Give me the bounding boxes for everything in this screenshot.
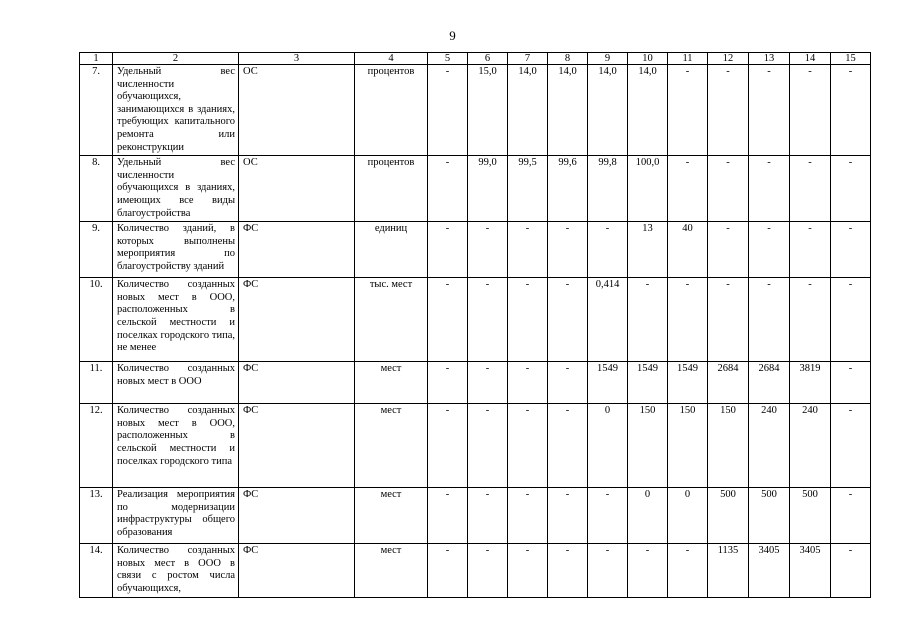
page-number: 9 [449, 28, 456, 43]
value-cell: 13 [628, 222, 668, 278]
value-cell: - [548, 488, 588, 544]
column-header: 9 [588, 53, 628, 65]
column-header: 11 [668, 53, 708, 65]
value-cell: 240 [790, 404, 831, 488]
value-cell: - [548, 278, 588, 362]
table-row [80, 278, 871, 362]
value-cell: 150 [668, 404, 708, 488]
value-cell: 2684 [749, 362, 790, 404]
unit: единиц [355, 222, 428, 278]
value-cell: - [790, 278, 831, 362]
value-cell: - [668, 278, 708, 362]
row-number: 8. [80, 156, 113, 222]
value-cell: 40 [668, 222, 708, 278]
value-cell: 500 [749, 488, 790, 544]
value-cell: - [428, 65, 468, 156]
data-source: ФС [239, 222, 355, 278]
row-number: 11. [80, 362, 113, 404]
data-source: ФС [239, 278, 355, 362]
value-cell: - [628, 278, 668, 362]
indicator-name: Количество зданий, в которых выполнены мероприятия по благоустройству зданий [113, 222, 239, 278]
unit: мест [355, 488, 428, 544]
row-number: 10. [80, 278, 113, 362]
table-row [80, 544, 871, 598]
table-header-row [80, 53, 871, 65]
value-cell: - [508, 544, 548, 598]
row-number: 13. [80, 488, 113, 544]
value-cell: - [548, 404, 588, 488]
value-cell: - [790, 156, 831, 222]
value-cell: 240 [749, 404, 790, 488]
column-header: 5 [428, 53, 468, 65]
table-row [80, 222, 871, 278]
value-cell: - [428, 544, 468, 598]
column-header: 15 [831, 53, 871, 65]
column-header: 4 [355, 53, 428, 65]
value-cell: - [588, 544, 628, 598]
indicator-name: Удельный вес численности обучающихся, занимающихся в зданиях, требующих капитального ремонта или реконструкции [113, 65, 239, 156]
row-number: 9. [80, 222, 113, 278]
value-cell: 3405 [749, 544, 790, 598]
value-cell: - [468, 404, 508, 488]
value-cell: 100,0 [628, 156, 668, 222]
value-cell: - [831, 404, 871, 488]
value-cell: - [468, 362, 508, 404]
data-source: ОС [239, 65, 355, 156]
value-cell: 99,6 [548, 156, 588, 222]
table-row [80, 156, 871, 222]
value-cell: - [588, 222, 628, 278]
indicator-name: Реализация мероприятия по модернизации инфраструктуры общего образования [113, 488, 239, 544]
column-header: 14 [790, 53, 831, 65]
row-number: 12. [80, 404, 113, 488]
table-row [80, 488, 871, 544]
value-cell: 3405 [790, 544, 831, 598]
value-cell: 0 [588, 404, 628, 488]
unit: процентов [355, 156, 428, 222]
value-cell: - [508, 404, 548, 488]
value-cell: - [831, 544, 871, 598]
data-source: ФС [239, 488, 355, 544]
column-header: 8 [548, 53, 588, 65]
value-cell: - [468, 278, 508, 362]
value-cell: 14,0 [588, 65, 628, 156]
value-cell: 0 [628, 488, 668, 544]
value-cell: - [831, 222, 871, 278]
value-cell: - [468, 222, 508, 278]
row-number: 7. [80, 65, 113, 156]
value-cell: - [708, 65, 749, 156]
unit: мест [355, 404, 428, 488]
indicator-name: Количество созданных новых мест в ООО, расположенных в сельской местности и поселках городского типа [113, 404, 239, 488]
value-cell: 14,0 [628, 65, 668, 156]
value-cell: - [790, 65, 831, 156]
column-header: 1 [80, 53, 113, 65]
value-cell: - [831, 362, 871, 404]
value-cell: 14,0 [508, 65, 548, 156]
value-cell: - [749, 222, 790, 278]
value-cell: - [668, 544, 708, 598]
unit: мест [355, 544, 428, 598]
indicator-name: Количество созданных новых мест в ООО, расположенных в сельской местности и поселках городского типа, не менее [113, 278, 239, 362]
value-cell: - [548, 222, 588, 278]
value-cell: - [708, 278, 749, 362]
value-cell: - [508, 362, 548, 404]
value-cell: - [428, 362, 468, 404]
value-cell: - [468, 488, 508, 544]
value-cell: - [508, 222, 548, 278]
value-cell: - [468, 544, 508, 598]
data-source: ФС [239, 362, 355, 404]
unit: тыс. мест [355, 278, 428, 362]
value-cell: - [428, 404, 468, 488]
value-cell: - [831, 278, 871, 362]
indicator-name: Удельный вес численности обучающихся в зданиях, имеющих все виды благоустройства [113, 156, 239, 222]
column-header: 10 [628, 53, 668, 65]
value-cell: - [428, 156, 468, 222]
value-cell: 150 [628, 404, 668, 488]
value-cell: 3819 [790, 362, 831, 404]
value-cell: - [749, 278, 790, 362]
value-cell: - [628, 544, 668, 598]
value-cell: 0 [668, 488, 708, 544]
value-cell: - [668, 156, 708, 222]
table-row [80, 404, 871, 488]
value-cell: 150 [708, 404, 749, 488]
value-cell: 1135 [708, 544, 749, 598]
value-cell: 0,414 [588, 278, 628, 362]
unit: мест [355, 362, 428, 404]
value-cell: - [831, 156, 871, 222]
column-header: 3 [239, 53, 355, 65]
indicator-name: Количество созданных новых мест в ООО [113, 362, 239, 404]
table-row [80, 65, 871, 156]
indicators-table [79, 52, 871, 598]
value-cell: - [790, 222, 831, 278]
value-cell: 1549 [628, 362, 668, 404]
value-cell: 1549 [588, 362, 628, 404]
value-cell: - [548, 362, 588, 404]
column-header: 7 [508, 53, 548, 65]
value-cell: - [428, 488, 468, 544]
value-cell: 15,0 [468, 65, 508, 156]
value-cell: 99,0 [468, 156, 508, 222]
row-number: 14. [80, 544, 113, 598]
value-cell: 500 [708, 488, 749, 544]
unit: процентов [355, 65, 428, 156]
value-cell: - [749, 65, 790, 156]
data-source: ФС [239, 404, 355, 488]
value-cell: - [749, 156, 790, 222]
column-header: 12 [708, 53, 749, 65]
value-cell: 14,0 [548, 65, 588, 156]
value-cell: - [708, 156, 749, 222]
column-header: 2 [113, 53, 239, 65]
value-cell: - [588, 488, 628, 544]
value-cell: 99,8 [588, 156, 628, 222]
data-source: ФС [239, 544, 355, 598]
value-cell: - [508, 488, 548, 544]
value-cell: - [668, 65, 708, 156]
value-cell: - [831, 65, 871, 156]
indicator-name: Количество созданных новых мест в ООО в связи с ростом числа обучающихся, [113, 544, 239, 598]
value-cell: - [708, 222, 749, 278]
value-cell: 2684 [708, 362, 749, 404]
value-cell: 99,5 [508, 156, 548, 222]
value-cell: - [428, 222, 468, 278]
column-header: 13 [749, 53, 790, 65]
data-source: ОС [239, 156, 355, 222]
value-cell: - [548, 544, 588, 598]
table-row [80, 362, 871, 404]
value-cell: - [508, 278, 548, 362]
column-header: 6 [468, 53, 508, 65]
value-cell: 1549 [668, 362, 708, 404]
value-cell: - [428, 278, 468, 362]
value-cell: - [831, 488, 871, 544]
value-cell: 500 [790, 488, 831, 544]
